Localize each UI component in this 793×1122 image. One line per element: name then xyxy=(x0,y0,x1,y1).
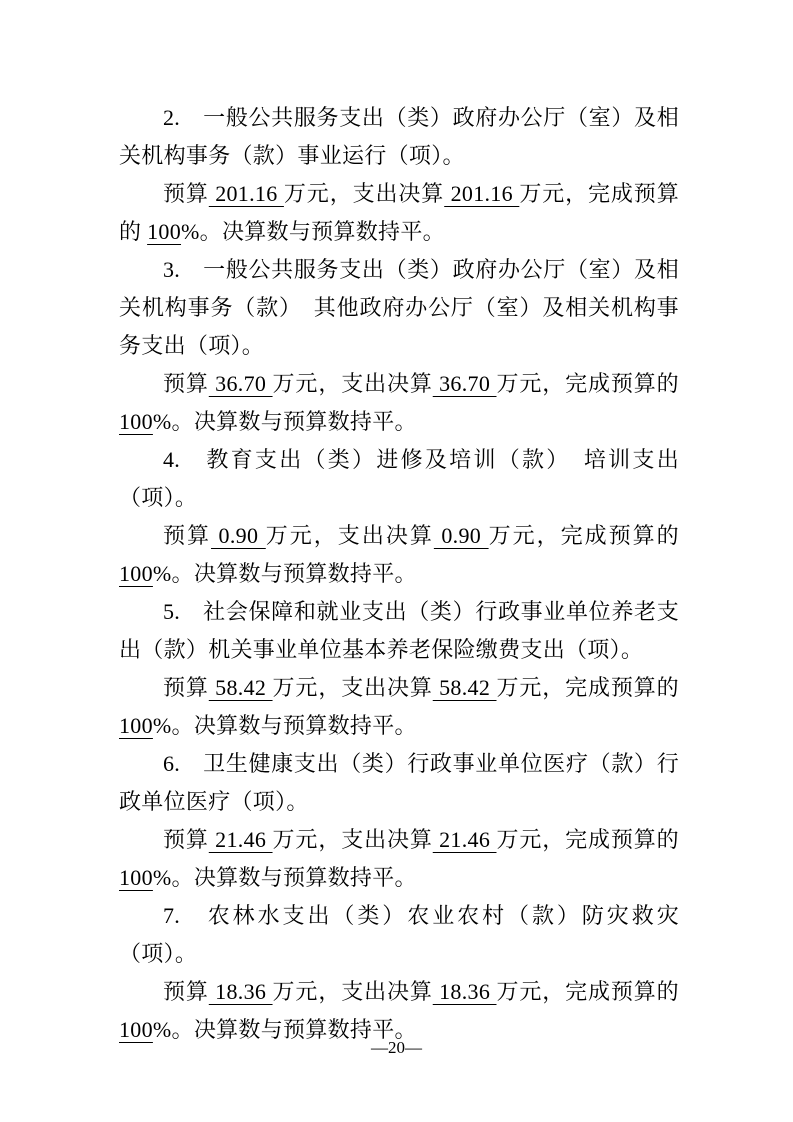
text-segment: 预算 xyxy=(163,371,209,396)
page-number: —20— xyxy=(371,1038,422,1057)
text-segment: 万元，完成预算的 xyxy=(488,523,679,548)
underlined-value: 0.90 xyxy=(211,523,266,548)
text-segment: 预算 xyxy=(163,675,209,700)
text-segment: 万元，支出决算 xyxy=(272,979,433,1004)
text-segment: 3. 一般公共服务支出（类）政府办公厅（室）及相关机构事务（款） 其他政府办公厅（室）及相关机构事务支出（项）。 xyxy=(119,257,679,358)
underlined-value: 100 xyxy=(119,1017,153,1042)
underlined-value: 58.42 xyxy=(208,675,273,700)
budget-item-body xyxy=(119,669,679,745)
budget-item-heading xyxy=(119,251,679,365)
underlined-value: 100 xyxy=(119,561,153,586)
text-segment: 预算 xyxy=(163,979,209,1004)
underlined-value: 21.46 xyxy=(208,827,273,852)
underlined-value: 18.36 xyxy=(208,979,273,1004)
underlined-value: 18.36 xyxy=(432,979,497,1004)
underlined-value: 201.16 xyxy=(444,181,520,206)
page-footer xyxy=(0,1036,793,1060)
underlined-value: 100 xyxy=(119,713,153,738)
text-segment: %。决算数与预算数持平。 xyxy=(152,713,417,738)
text-segment: 预算 xyxy=(163,523,212,548)
text-segment: 4. 教育支出（类）进修及培训（款） 培训支出（项）。 xyxy=(119,447,679,510)
text-segment: 万元，完成预算的 xyxy=(496,371,679,396)
underlined-value: 100 xyxy=(119,409,153,434)
text-segment: %。决算数与预算数持平。 xyxy=(152,1017,417,1042)
text-segment: %。决算数与预算数持平。 xyxy=(152,409,417,434)
text-segment: 万元，完成预算的 xyxy=(496,675,679,700)
underlined-value: 36.70 xyxy=(432,371,497,396)
text-segment: 万元，支出决算 xyxy=(283,181,445,206)
text-segment: 万元，完成预算的 xyxy=(496,827,679,852)
budget-item-heading xyxy=(119,441,679,517)
text-segment: 万元，支出决算 xyxy=(265,523,434,548)
budget-item-heading xyxy=(119,745,679,821)
budget-item-heading xyxy=(119,593,679,669)
text-segment: 万元，完成预算的 xyxy=(119,181,680,244)
underlined-value: 0.90 xyxy=(433,523,489,548)
text-segment: 5. 社会保障和就业支出（类）行政事业单位养老支出（款）机关事业单位基本养老保险缴费支出（项）。 xyxy=(119,599,679,662)
text-segment: 万元，完成预算的 xyxy=(496,979,679,1004)
budget-item-body xyxy=(119,517,679,593)
text-segment: 预算 xyxy=(163,181,209,206)
text-segment: 2. 一般公共服务支出（类）政府办公厅（室）及相关机构事务（款）事业运行（项）。 xyxy=(119,105,679,168)
underlined-value: 36.70 xyxy=(208,371,273,396)
text-segment: 万元，支出决算 xyxy=(272,675,433,700)
budget-item-body xyxy=(119,175,679,251)
budget-item-body xyxy=(119,365,679,441)
text-segment: %。决算数与预算数持平。 xyxy=(181,219,445,244)
document-content xyxy=(119,99,679,1049)
text-segment: 预算 xyxy=(163,827,209,852)
budget-item-heading xyxy=(119,99,679,175)
text-segment: %。决算数与预算数持平。 xyxy=(152,865,417,890)
budget-item-heading xyxy=(119,897,679,973)
underlined-value: 58.42 xyxy=(432,675,497,700)
text-segment: 万元，支出决算 xyxy=(272,827,433,852)
underlined-value: 100 xyxy=(119,865,153,890)
text-segment: %。决算数与预算数持平。 xyxy=(152,561,417,586)
underlined-value: 21.46 xyxy=(432,827,497,852)
text-segment: 万元，支出决算 xyxy=(272,371,433,396)
text-segment: 6. 卫生健康支出（类）行政事业单位医疗（款）行政单位医疗（项）。 xyxy=(119,751,679,814)
underlined-value: 100 xyxy=(147,219,182,244)
budget-item-body xyxy=(119,821,679,897)
text-segment: 7. 农林水支出（类）农业农村（款）防灾救灾（项）。 xyxy=(119,903,679,966)
underlined-value: 201.16 xyxy=(208,181,284,206)
